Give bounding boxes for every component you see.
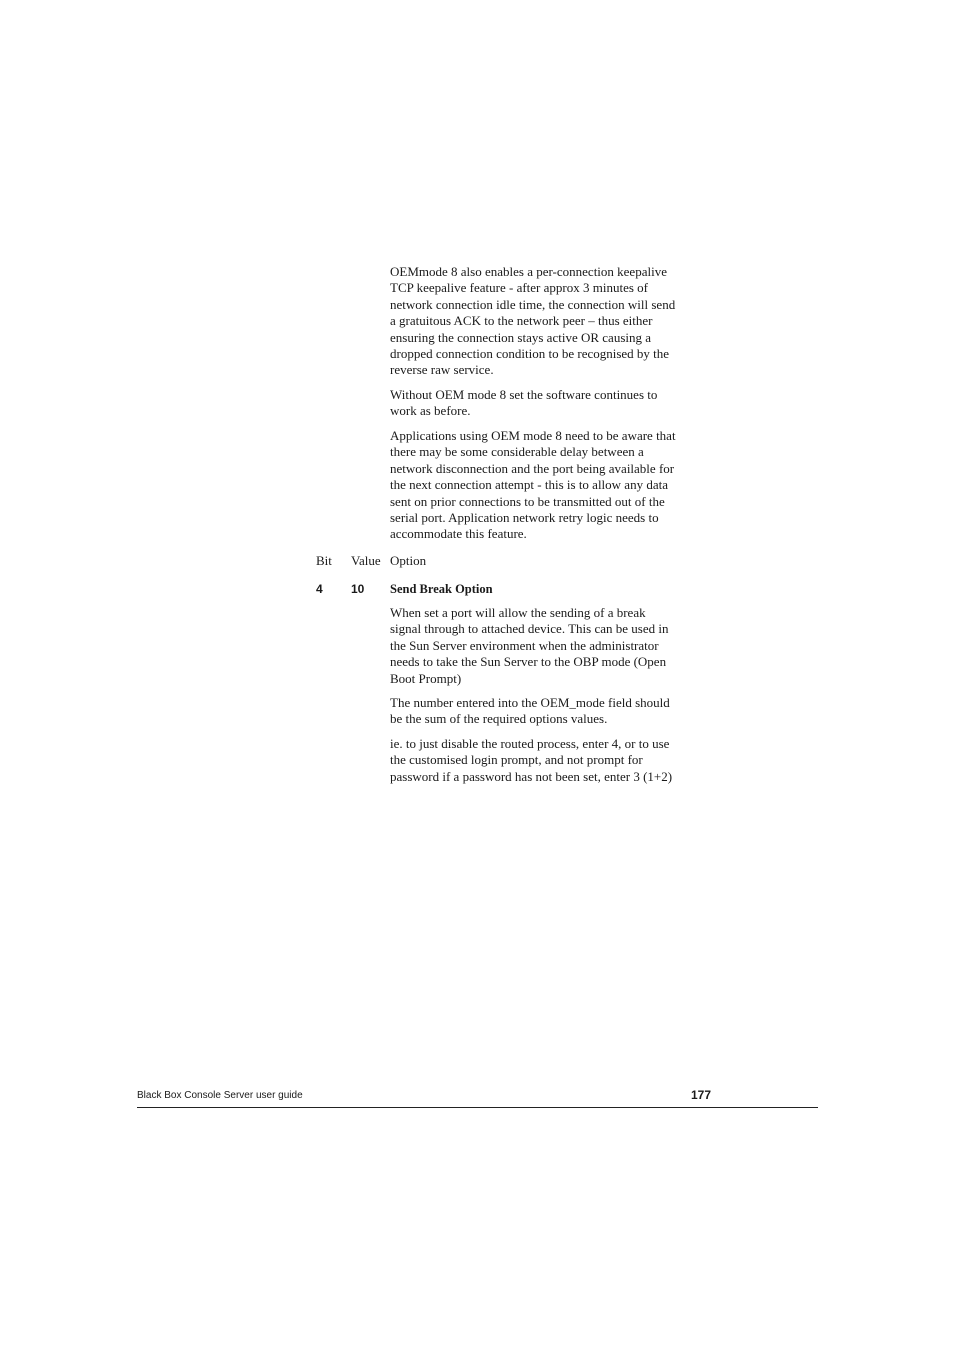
- column-header-option: Option: [390, 553, 427, 568]
- paragraph-oem-mode-keepalive: OEMmode 8 also enables a per-connection keepalive TCP keepalive feature - after approx 3 minutes of network connection idle time, the connection will send a gratuitous ACK to the network peer – thus either ensuring the connection stays active OR causing a dropped connection condition to be recognised by the reverse raw service.: [390, 264, 676, 378]
- paragraph-send-break-description: When set a port will allow the sending of a break signal through to attached device. This can be used in the Sun Server environment when the administrator needs to take the Sun Server to the OBP mode (Open Boot Prompt): [390, 605, 669, 686]
- column-header-bit: Bit: [316, 553, 332, 568]
- paragraph-example: ie. to just disable the routed process, enter 4, or to use the customised login prompt, and not prompt for password if a password has not been set, enter 3 (1+2): [390, 736, 673, 784]
- paragraph-applications-oem-mode: Applications using OEM mode 8 need to be aware that there may be some considerable delay between a network disconnection and the port being available for the next connection attempt - this is to allow any data sent on prior connections to be transmitted out of the serial port. Application network retry logic needs to accommodate this feature.: [390, 428, 676, 542]
- row-bit: 4: [316, 582, 323, 596]
- row-value: 10: [351, 582, 365, 596]
- paragraph-oem-mode-sum: The number entered into the OEM_mode field should be the sum of the required options values.: [390, 695, 670, 727]
- footer-divider: [137, 1107, 818, 1108]
- paragraph-without-oem-mode: Without OEM mode 8 set the software continues to work as before.: [390, 387, 658, 419]
- row-option-title: Send Break Option: [390, 582, 493, 596]
- footer-page-number: 177: [691, 1088, 712, 1102]
- column-header-value: Value: [351, 553, 381, 568]
- footer-doc-title: Black Box Console Server user guide: [137, 1090, 303, 1101]
